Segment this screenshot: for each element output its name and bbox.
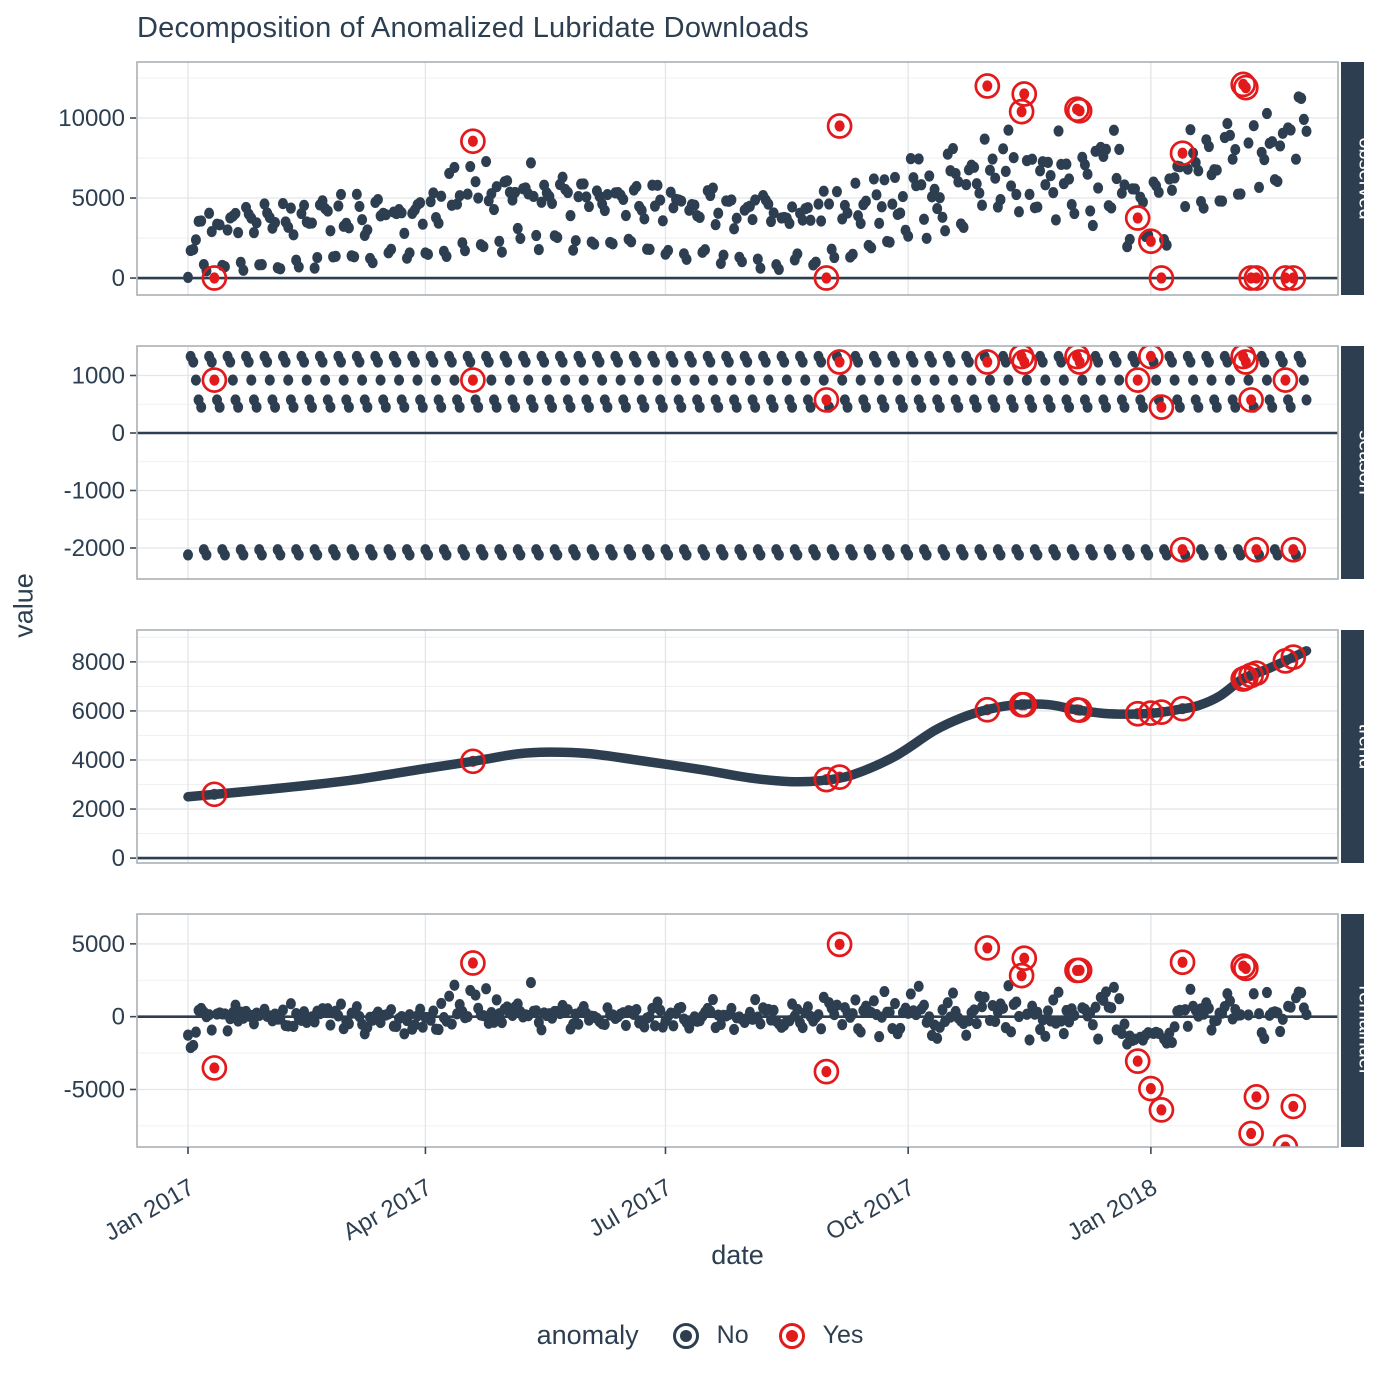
facet-label-season: season bbox=[1354, 430, 1377, 495]
facet-strip-season bbox=[1341, 346, 1377, 579]
svg-text:0: 0 bbox=[111, 420, 125, 448]
yes-anomaly-dot-icon bbox=[786, 1330, 798, 1342]
x-axis-title: date bbox=[711, 1240, 764, 1270]
svg-text:1000: 1000 bbox=[71, 362, 125, 390]
y-axis-title: value bbox=[8, 573, 39, 638]
facet-label-trend: trend bbox=[1354, 723, 1377, 770]
legend-item-no bbox=[673, 1321, 749, 1350]
chart-title: Decomposition of Anomalized Lubridate Downloads bbox=[137, 12, 809, 44]
svg-text:-1000: -1000 bbox=[63, 477, 125, 505]
y-axis-ticks-season bbox=[64, 362, 136, 562]
facet-strip-observed bbox=[1341, 62, 1377, 295]
facet-strip-remainder bbox=[1341, 914, 1377, 1147]
svg-text:10000: 10000 bbox=[58, 105, 125, 133]
legend-item-yes-label: Yes bbox=[822, 1321, 864, 1349]
svg-text:2000: 2000 bbox=[71, 796, 125, 824]
svg-text:Jul 2017: Jul 2017 bbox=[584, 1173, 677, 1243]
no-anomaly-symbol bbox=[673, 1323, 699, 1349]
no-anomaly-dot-icon bbox=[680, 1330, 692, 1342]
x-axis bbox=[100, 1147, 1162, 1247]
svg-text:5000: 5000 bbox=[71, 185, 125, 213]
svg-text:Jan 2018: Jan 2018 bbox=[1062, 1173, 1162, 1247]
svg-text:0: 0 bbox=[111, 265, 125, 293]
y-axis-ticks-observed bbox=[58, 105, 136, 292]
y-axis-ticks-trend bbox=[72, 649, 136, 872]
svg-text:Oct 2017: Oct 2017 bbox=[821, 1173, 920, 1246]
svg-text:6000: 6000 bbox=[71, 697, 125, 725]
anomaly-legend bbox=[0, 1320, 1400, 1351]
svg-text:Apr 2017: Apr 2017 bbox=[338, 1173, 437, 1246]
svg-text:0: 0 bbox=[111, 845, 125, 873]
legend-item-yes bbox=[779, 1321, 864, 1350]
svg-text:8000: 8000 bbox=[71, 648, 125, 676]
y-axis-ticks-remainder bbox=[64, 931, 136, 1104]
legend-title: anomaly bbox=[536, 1320, 639, 1350]
svg-text:5000: 5000 bbox=[71, 930, 125, 958]
legend-item-no-label: No bbox=[716, 1321, 749, 1349]
svg-text:-5000: -5000 bbox=[63, 1076, 125, 1104]
svg-text:-2000: -2000 bbox=[63, 535, 125, 563]
facet-label-observed: observed bbox=[1354, 137, 1377, 220]
svg-text:0: 0 bbox=[111, 1003, 125, 1031]
yes-anomaly-symbol bbox=[779, 1323, 805, 1349]
facet-label-remainder: remainder bbox=[1354, 985, 1377, 1076]
svg-text:4000: 4000 bbox=[71, 746, 125, 774]
facet-strip-trend bbox=[1341, 630, 1377, 863]
panel-trend bbox=[137, 630, 1338, 863]
svg-text:Jan 2017: Jan 2017 bbox=[99, 1173, 199, 1247]
